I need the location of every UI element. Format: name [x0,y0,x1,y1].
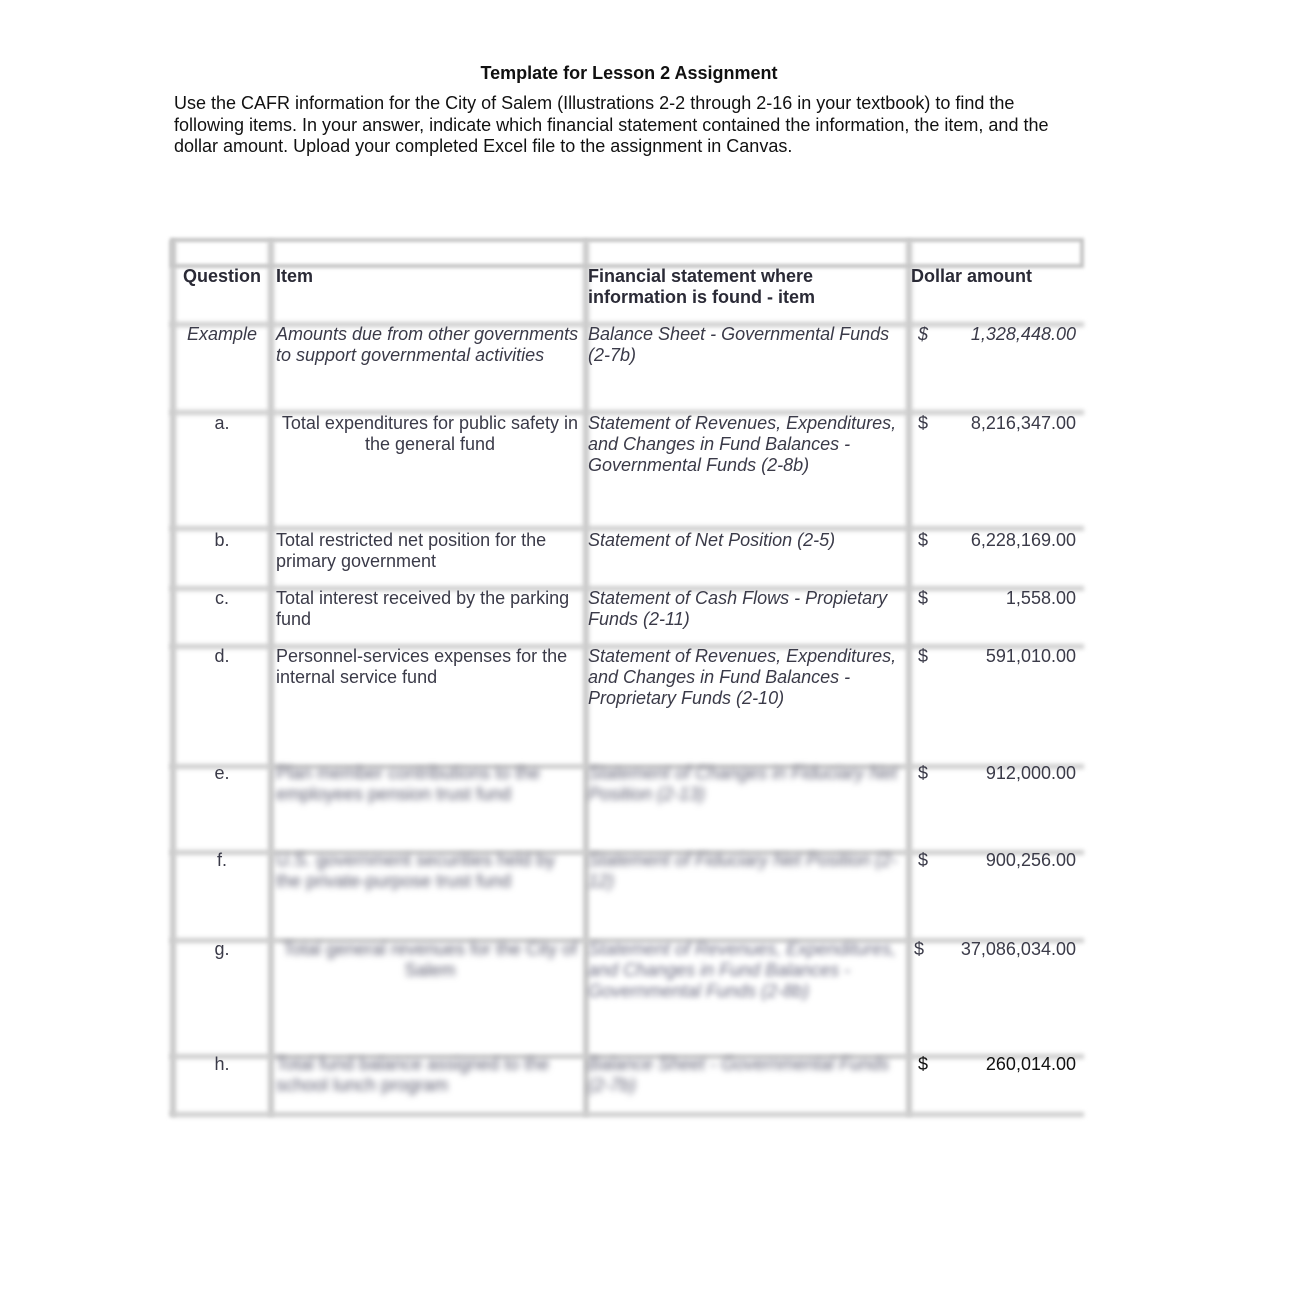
table-row-e-statement: Statement of Changes in Fiduciary Net Position (2-13) [588,763,898,804]
table-row-d-question: d. [214,646,230,666]
table-row-a-amount: 8,216,347.00 [970,413,1076,433]
table-row-example-item: Amounts due from other governments to support governmental activities [276,324,579,365]
table-row-f-amount: 900,256.00 [985,850,1076,870]
table-row-f-currency: $ [918,850,929,870]
table-row-e-question: e. [214,763,230,783]
table-row-b-item: Total restricted net position for the primary government [276,530,547,571]
table-row-b-amount: 6,228,169.00 [970,530,1076,550]
table-row-h-question: h. [214,1054,230,1074]
table-row-h-item: Total fund balance assigned to the school lunch program [276,1054,550,1095]
table-row-d-amount: 591,010.00 [985,646,1076,666]
table-row-e-item: Plan member contributions to the employees pension trust fund [276,763,541,804]
table-row-g-statement: Statement of Revenues, Expenditures, and Changes in Fund Balances - Governmental Funds (2-8b) [588,939,897,1001]
table-row-b-question: b. [214,530,230,550]
table-row-a-question: a. [214,413,230,433]
table-row-h-currency: $ [918,1054,929,1074]
table-row-g-amount: 37,086,034.00 [960,939,1076,959]
table-row-e-currency: $ [918,763,929,783]
header-statement: Financial statement where information is found - item [588,266,815,307]
table-bottom-border [170,1112,1084,1117]
table-row-c-statement: Statement of Cash Flows - Propietary Funds (2-11) [588,588,888,629]
table-row-f-item: U.S. government securities held by the private-purpose trust fund [276,850,556,891]
table-row-g-item: Total general revenues for the City of Salem [282,939,578,980]
header-amount: Dollar amount [911,266,1033,286]
page-title: Template for Lesson 2 Assignment [480,63,778,83]
table-row-f-question: f. [216,850,227,870]
instructions-paragraph: Use the CAFR information for the City of Salem (Illustrations 2-2 through 2-16 in your textbook) to find the following items. In your answer, indicate which financial statement contained the information, the item, and the dollar amount. Upload your completed Excel file to the assignment in Canvas. [174,93,1049,156]
table-row-example-currency: $ [918,324,929,344]
table-row-g-currency: $ [914,939,925,959]
table-top-border [170,238,1084,268]
table-row-f-statement: Statement of Fiduciary Net Position (2-12) [588,850,898,891]
table-row-d-statement: Statement of Revenues, Expenditures, and Changes in Fund Balances - Proprietary Funds (2-10) [588,646,897,708]
column-divider [268,240,274,1116]
table-row-h-statement: Balance Sheet - Governmental Funds (2-7b) [588,1054,890,1095]
table-left-border [170,240,176,1116]
table-row-c-question: c. [214,588,229,608]
table-row-d-item: Personnel-services expenses for the internal service fund [276,646,568,687]
table-row-d-currency: $ [918,646,929,666]
header-item: Item [276,266,314,286]
table-row-a-item: Total expenditures for public safety in the general fund [281,413,579,454]
table-row-c-amount: 1,558.00 [1005,588,1076,608]
header-question: Question [183,266,262,286]
table-row-e-amount: 912,000.00 [985,763,1076,783]
table-row-c-item: Total interest received by the parking fund [276,588,570,629]
table-row-g-question: g. [214,939,230,959]
table-row-b-statement: Statement of Net Position (2-5) [588,530,836,550]
column-divider [906,240,912,1116]
table-row-example-question: Example [186,324,258,344]
table-row-h-amount: 260,014.00 [985,1054,1076,1074]
table-row-example-statement: Balance Sheet - Governmental Funds (2-7b) [588,324,890,365]
assignment-table [168,236,1086,1120]
table-row-b-currency: $ [918,530,929,550]
table-row-a-currency: $ [918,413,929,433]
table-row-example-amount: 1,328,448.00 [970,324,1076,344]
table-row-a-statement: Statement of Revenues, Expenditures, and Changes in Fund Balances - Governmental Funds (2-8b) [588,413,897,475]
table-row-c-currency: $ [918,588,929,608]
